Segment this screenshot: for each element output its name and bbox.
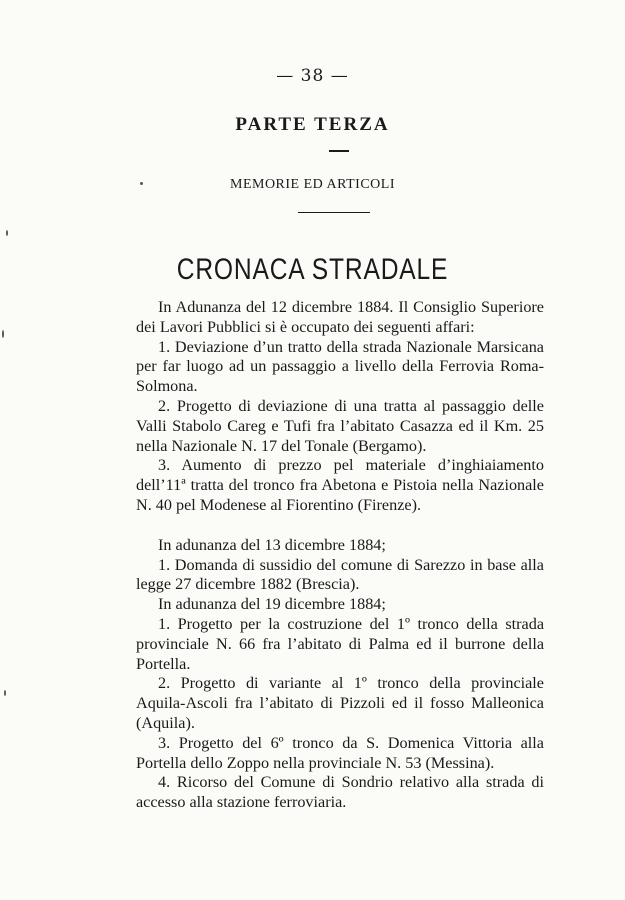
- scan-speck: [140, 182, 143, 185]
- session-heading: In adunanza del 19 dicembre 1884;: [158, 595, 386, 614]
- list-item: 3. Aumento di prezzo pel materiale d’inghiaiamento dell’11ª tratta del tronco fra Abetona e Pistoia nella Nazionale N. 40 pel Modenese al Fiorentino (Firenze).: [136, 456, 544, 514]
- list-item: 4. Ricorso del Comune di Sondrio relativo alla strada di accesso alla stazione ferroviaria.: [136, 773, 544, 812]
- part-title: PARTE TERZA: [235, 114, 390, 135]
- session-heading: In adunanza del 13 dicembre 1884;: [158, 535, 386, 554]
- section-subtitle: MEMORIE ED ARTICOLI: [230, 177, 395, 192]
- list-item: 1. Domanda di sussidio del comune di Sarezzo in base alla legge 27 dicembre 1882 (Brescia).: [136, 555, 544, 594]
- page-number: — 38 —: [276, 66, 349, 86]
- list-item: 1. Progetto per la costruzione del 1º tronco della strada provinciale N. 66 fra l’abitato di Palma ed il burrone della Portella.: [136, 614, 544, 673]
- subtitle-divider: [298, 212, 370, 213]
- list-item: 1. Deviazione d’un tratto della strada Nazionale Marsicana per far luogo ad un passaggio a livello della Ferrovia Roma-Solmona.: [136, 337, 544, 396]
- scan-speck: [6, 230, 8, 236]
- list-item: 2. Progetto di deviazione di una tratta al passaggio delle Valli Stabolo Careg e Tufi fra l’abitato Casazza ed il Km. 25 nella Nazionale N. 17 del Tonale (Bergamo).: [136, 396, 544, 455]
- intro-paragraph: In Adunanza del 12 dicembre 1884. Il Consiglio Superiore dei Lavori Pubblici si è occupato dei seguenti affari:: [136, 298, 544, 336]
- title-divider: [329, 150, 349, 152]
- scan-speck: [2, 330, 4, 338]
- paragraph-gap: [136, 516, 544, 536]
- article-body: [136, 298, 544, 813]
- list-item: 3. Progetto del 6º tronco da S. Domenica Vittoria alla Portella dello Zoppo nella provinciale N. 53 (Messina).: [136, 733, 544, 772]
- list-item: 2. Progetto di variante al 1º tronco della provinciale Aquila-Ascoli fra l’abitato di Pizzoli ed il fosso Malleonica (Aquila).: [136, 674, 544, 732]
- scan-speck: [4, 690, 6, 696]
- main-title: CRONACA STRADALE: [176, 253, 449, 286]
